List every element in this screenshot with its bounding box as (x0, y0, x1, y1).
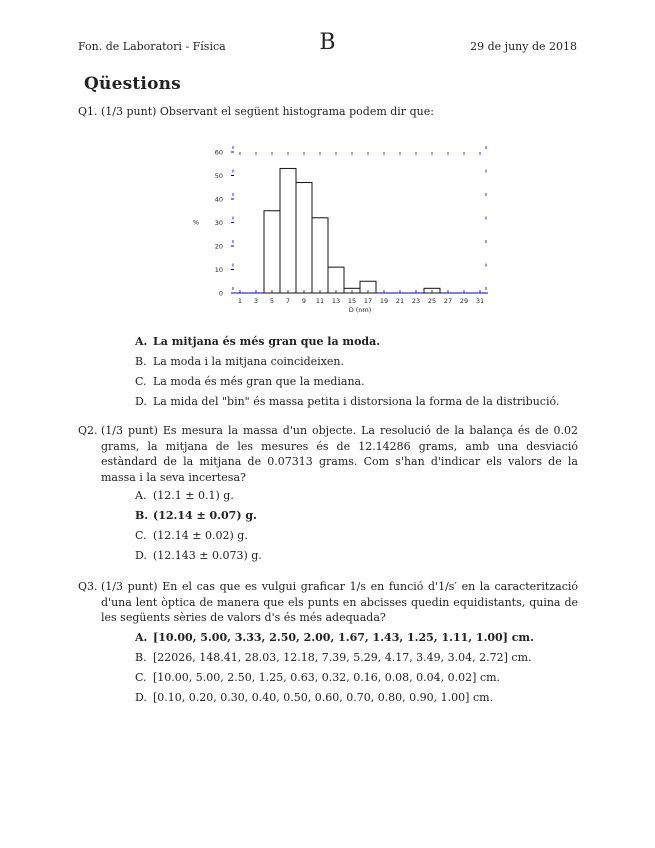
y-tick-label: 10 (214, 266, 223, 274)
x-tick-label: 9 (301, 297, 307, 305)
y-tick-label: 60 (214, 148, 223, 157)
x-tick-label: 29 (459, 297, 469, 305)
option-label: B. (135, 509, 149, 522)
y-tick-label: 50 (214, 172, 223, 180)
x-tick-label: 27 (443, 297, 453, 305)
question-number: Q3. (78, 580, 98, 593)
question-number: Q1. (78, 105, 98, 118)
x-tick-label: 17 (363, 297, 373, 305)
option-text: (12.14 ± 0.02) g. (153, 529, 248, 542)
option-b[interactable] (135, 506, 585, 526)
y-axis-label: % (192, 218, 200, 227)
question-1 (78, 104, 578, 120)
x-axis-label: D (nm) (348, 306, 372, 314)
option-a[interactable] (135, 628, 585, 648)
option-d[interactable] (135, 546, 585, 566)
option-text: La mitjana és més gran que la moda. (153, 335, 381, 348)
x-tick-label: 5 (269, 297, 275, 305)
option-d[interactable] (135, 688, 585, 708)
histogram-bar (296, 183, 312, 293)
option-label: A. (135, 335, 148, 348)
question-text: (1/3 punt) Es mesura la massa d'un objecte. La resolució de la balança és de 0.02 grams, la mitjana de les mesures és de 12.14286 grams, amb una desviació estàndard de la mitjana de 0.07313 grams. Com s'han d'indicar els valors de la massa i la seva incertesa? (101, 424, 578, 484)
option-a[interactable] (135, 332, 585, 352)
y-tick-label: 40 (214, 195, 223, 204)
option-text: (12.1 ± 0.1) g. (153, 489, 234, 502)
option-c[interactable] (135, 526, 585, 546)
option-label: A. (135, 489, 147, 502)
option-label: B. (135, 355, 147, 368)
x-tick-label: 7 (285, 297, 291, 305)
option-text: La moda i la mitjana coincideixen. (153, 355, 345, 368)
question-text: (1/3 punt) En el cas que es vulgui graficar 1/s en funció d'1/s′ en la caracterització d'una lent òptica de manera que els punts en abcisses quedin equidistants, quina de les següents sèries de valors d's és més adequada? (101, 580, 578, 624)
histogram-bar (264, 211, 280, 293)
x-tick-label: 3 (253, 297, 259, 305)
question-2 (78, 423, 578, 485)
header-date: 29 de juny de 2018 (470, 40, 577, 53)
option-a[interactable] (135, 486, 585, 506)
question-3-options (135, 628, 585, 708)
option-text: [10.00, 5.00, 2.50, 1.25, 0.63, 0.32, 0.16, 0.08, 0.04, 0.02] cm. (153, 671, 501, 684)
question-2-options (135, 486, 585, 566)
x-tick-label: 23 (411, 297, 421, 305)
option-label: D. (135, 395, 147, 408)
option-text: La mida del "bin" és massa petita i distorsiona la forma de la distribució. (153, 395, 560, 408)
question-number: Q2. (78, 424, 98, 437)
option-label: C. (135, 375, 147, 388)
question-text: (1/3 punt) Observant el següent histograma podem dir que: (101, 105, 434, 118)
x-tick-label: 31 (475, 297, 485, 305)
option-text: La moda és més gran que la mediana. (153, 375, 365, 388)
x-tick-label: 25 (427, 297, 437, 305)
option-c[interactable] (135, 668, 585, 688)
question-1-options (135, 332, 585, 412)
option-label: A. (135, 631, 148, 644)
option-label: D. (135, 549, 147, 562)
option-b[interactable] (135, 648, 585, 668)
histogram-bar (328, 267, 344, 293)
x-tick-label: 21 (395, 297, 405, 305)
option-c[interactable] (135, 372, 585, 392)
section-title: Qüestions (84, 74, 181, 94)
option-text: (12.143 ± 0.073) g. (153, 549, 262, 562)
option-text: [22026, 148.41, 28.03, 12.18, 7.39, 5.29, 4.17, 3.49, 3.04, 2.72] cm. (153, 651, 532, 664)
option-label: B. (135, 651, 147, 664)
x-tick-label: 19 (379, 297, 389, 305)
histogram-bar (312, 218, 328, 293)
y-tick-label: 0 (218, 289, 223, 298)
histogram-bar (280, 168, 296, 293)
question-3 (78, 579, 578, 626)
option-b[interactable] (135, 352, 585, 372)
x-tick-label: 11 (315, 297, 325, 305)
y-tick-label: 20 (214, 242, 223, 251)
option-text: (12.14 ± 0.07) g. (153, 509, 257, 522)
x-tick-label: 15 (347, 297, 357, 305)
option-text: [10.00, 5.00, 3.33, 2.50, 2.00, 1.67, 1.43, 1.25, 1.11, 1.00] cm. (153, 631, 534, 644)
y-tick-label: 30 (214, 219, 223, 227)
header-course: Fon. de Laboratori - Física (78, 40, 226, 53)
x-tick-label: 1 (237, 297, 243, 305)
x-tick-label: 13 (331, 297, 341, 305)
option-label: C. (135, 529, 147, 542)
option-label: D. (135, 691, 147, 704)
option-text: [0.10, 0.20, 0.30, 0.40, 0.50, 0.60, 0.70, 0.80, 0.90, 1.00] cm. (153, 691, 494, 704)
option-d[interactable] (135, 392, 585, 412)
header-exam-version: B (319, 30, 336, 55)
option-label: C. (135, 671, 147, 684)
histogram-chart (190, 145, 500, 320)
